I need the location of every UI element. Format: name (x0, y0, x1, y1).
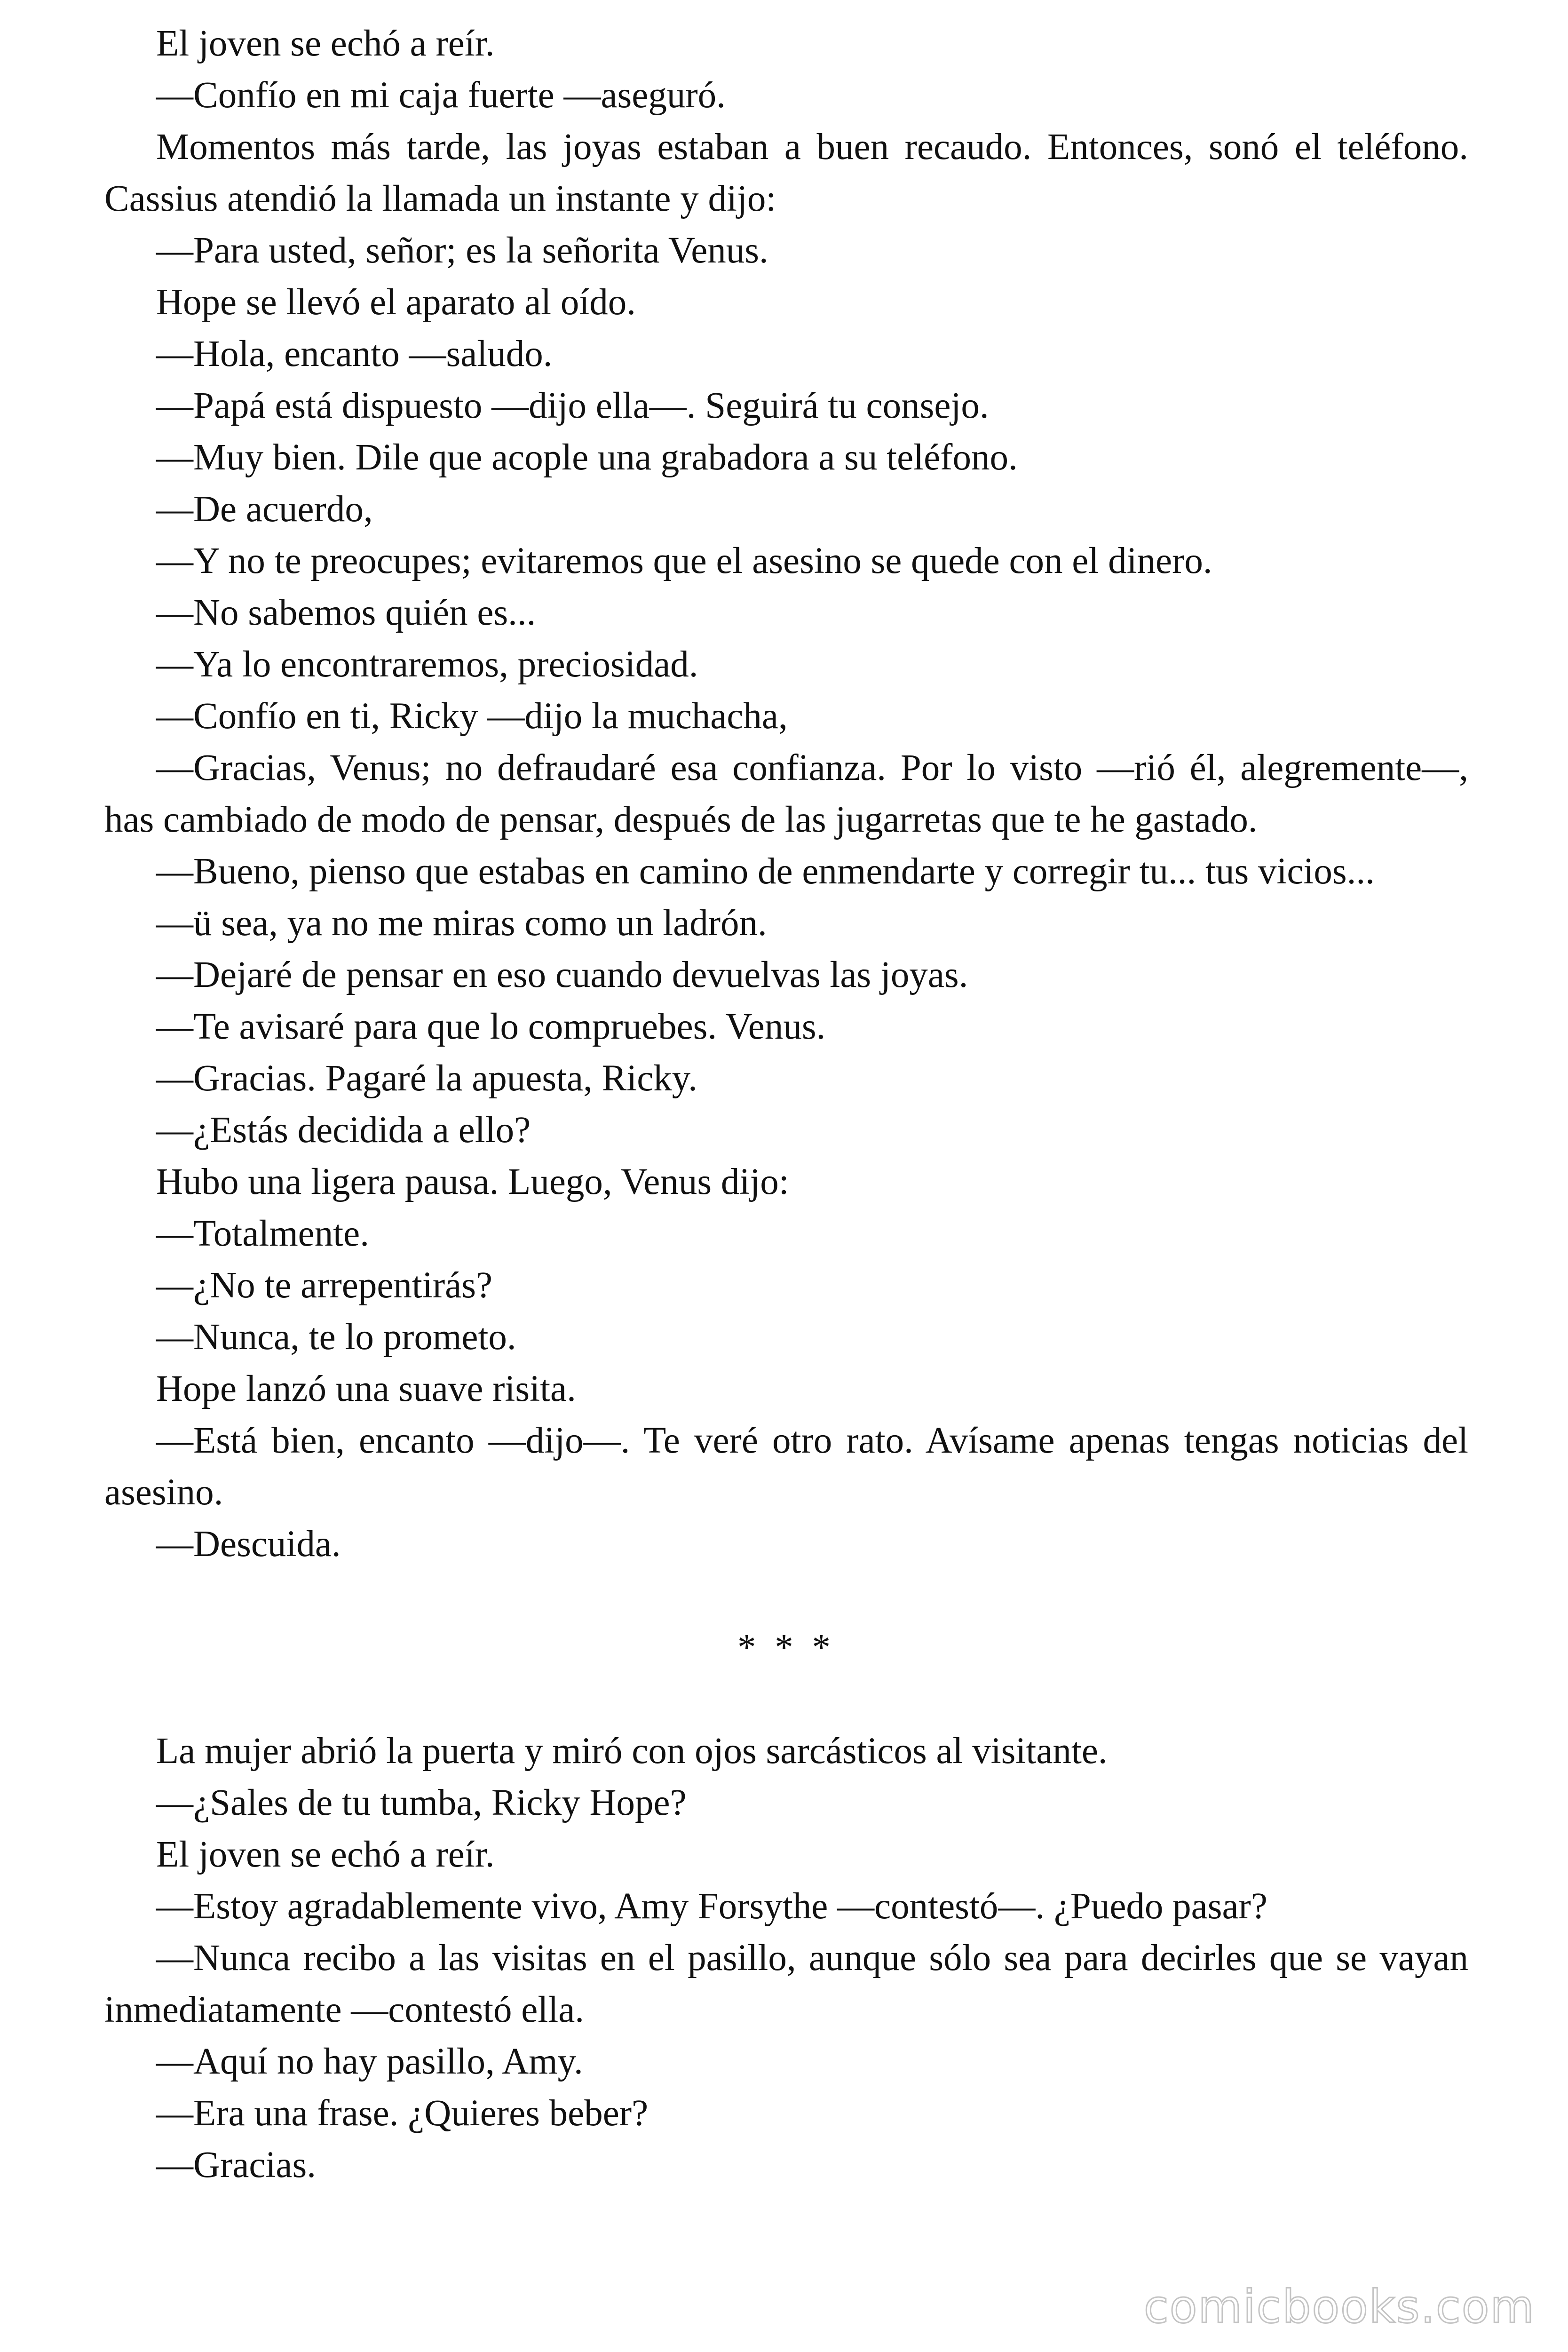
paragraph: El joven se echó a reír. (156, 23, 495, 64)
paragraph: —Aquí no hay pasillo, Amy. (156, 2041, 583, 2082)
text-section-before-break (104, 18, 1468, 1570)
text-section-after-break (104, 1725, 1468, 2191)
paragraph: Momentos más tarde, las joyas estaban a buen recaudo. Entonces, sonó el teléfono. Cassius atendió la llamada un instante y dijo: (104, 127, 1468, 219)
paragraph: —De acuerdo, (156, 489, 373, 530)
paragraph: —Está bien, encanto —dijo—. Te veré otro rato. Avísame apenas tengas noticias del asesino. (104, 1420, 1468, 1513)
paragraph: —Bueno, pienso que estabas en camino de enmendarte y corregir tu... tus vicios... (156, 851, 1375, 892)
paragraph: —¿Estás decidida a ello? (156, 1110, 531, 1151)
paragraph: —Para usted, señor; es la señorita Venus. (156, 230, 768, 271)
paragraph: —Gracias. (156, 2145, 316, 2185)
paragraph: —Totalmente. (156, 1213, 369, 1254)
paragraph: —Dejaré de pensar en eso cuando devuelvas las joyas. (156, 954, 968, 995)
paragraph: —Papá está dispuesto —dijo ella—. Seguirá tu consejo. (156, 385, 989, 426)
paragraph: —Te avisaré para que lo compruebes. Venus. (156, 1006, 826, 1047)
paragraph: Hope lanzó una suave risita. (156, 1368, 576, 1409)
paragraph: Hubo una ligera pausa. Luego, Venus dijo: (156, 1161, 789, 1202)
paragraph: —Descuida. (156, 1524, 341, 1565)
paragraph: —Y no te preocupes; evitaremos que el asesino se quede con el dinero. (156, 540, 1212, 581)
paragraph: —Gracias. Pagaré la apuesta, Ricky. (156, 1058, 697, 1099)
paragraph: —Nunca, te lo prometo. (156, 1317, 516, 1358)
paragraph: —ü sea, ya no me miras como un ladrón. (156, 903, 767, 944)
paragraph: —¿No te arrepentirás? (156, 1265, 493, 1306)
paragraph: —Hola, encanto —saludo. (156, 334, 553, 374)
paragraph: —Era una frase. ¿Quieres beber? (156, 2093, 649, 2134)
paragraph: —Nunca recibo a las visitas en el pasillo, aunque sólo sea para decirles que se vayan inmediatamente —contestó ella. (104, 1938, 1468, 2030)
page-text (104, 18, 1468, 2191)
paragraph: —Gracias, Venus; no defraudaré esa confianza. Por lo visto —rió él, alegremente—, has cambiado de modo de pensar, después de las jugarretas que te he gastado. (104, 747, 1468, 840)
scene-break: * * * (737, 1627, 835, 1668)
paragraph: —Ya lo encontraremos, preciosidad. (156, 644, 698, 685)
watermark-logo: comicbooks.com (1143, 2280, 1535, 2333)
paragraph: —Muy bien. Dile que acople una grabadora a su teléfono. (156, 437, 1018, 478)
paragraph: —No sabemos quién es... (156, 592, 536, 633)
paragraph: —Confío en ti, Ricky —dijo la muchacha, (156, 696, 788, 737)
paragraph: La mujer abrió la puerta y miró con ojos sarcásticos al visitante. (156, 1731, 1108, 1772)
paragraph: Hope se llevó el aparato al oído. (156, 282, 636, 323)
paragraph: —¿Sales de tu tumba, Ricky Hope? (156, 1782, 687, 1823)
paragraph: —Estoy agradablemente vivo, Amy Forsythe —contestó—. ¿Puedo pasar? (156, 1886, 1267, 1927)
paragraph: El joven se echó a reír. (156, 1834, 495, 1875)
paragraph: —Confío en mi caja fuerte —aseguró. (156, 75, 726, 116)
